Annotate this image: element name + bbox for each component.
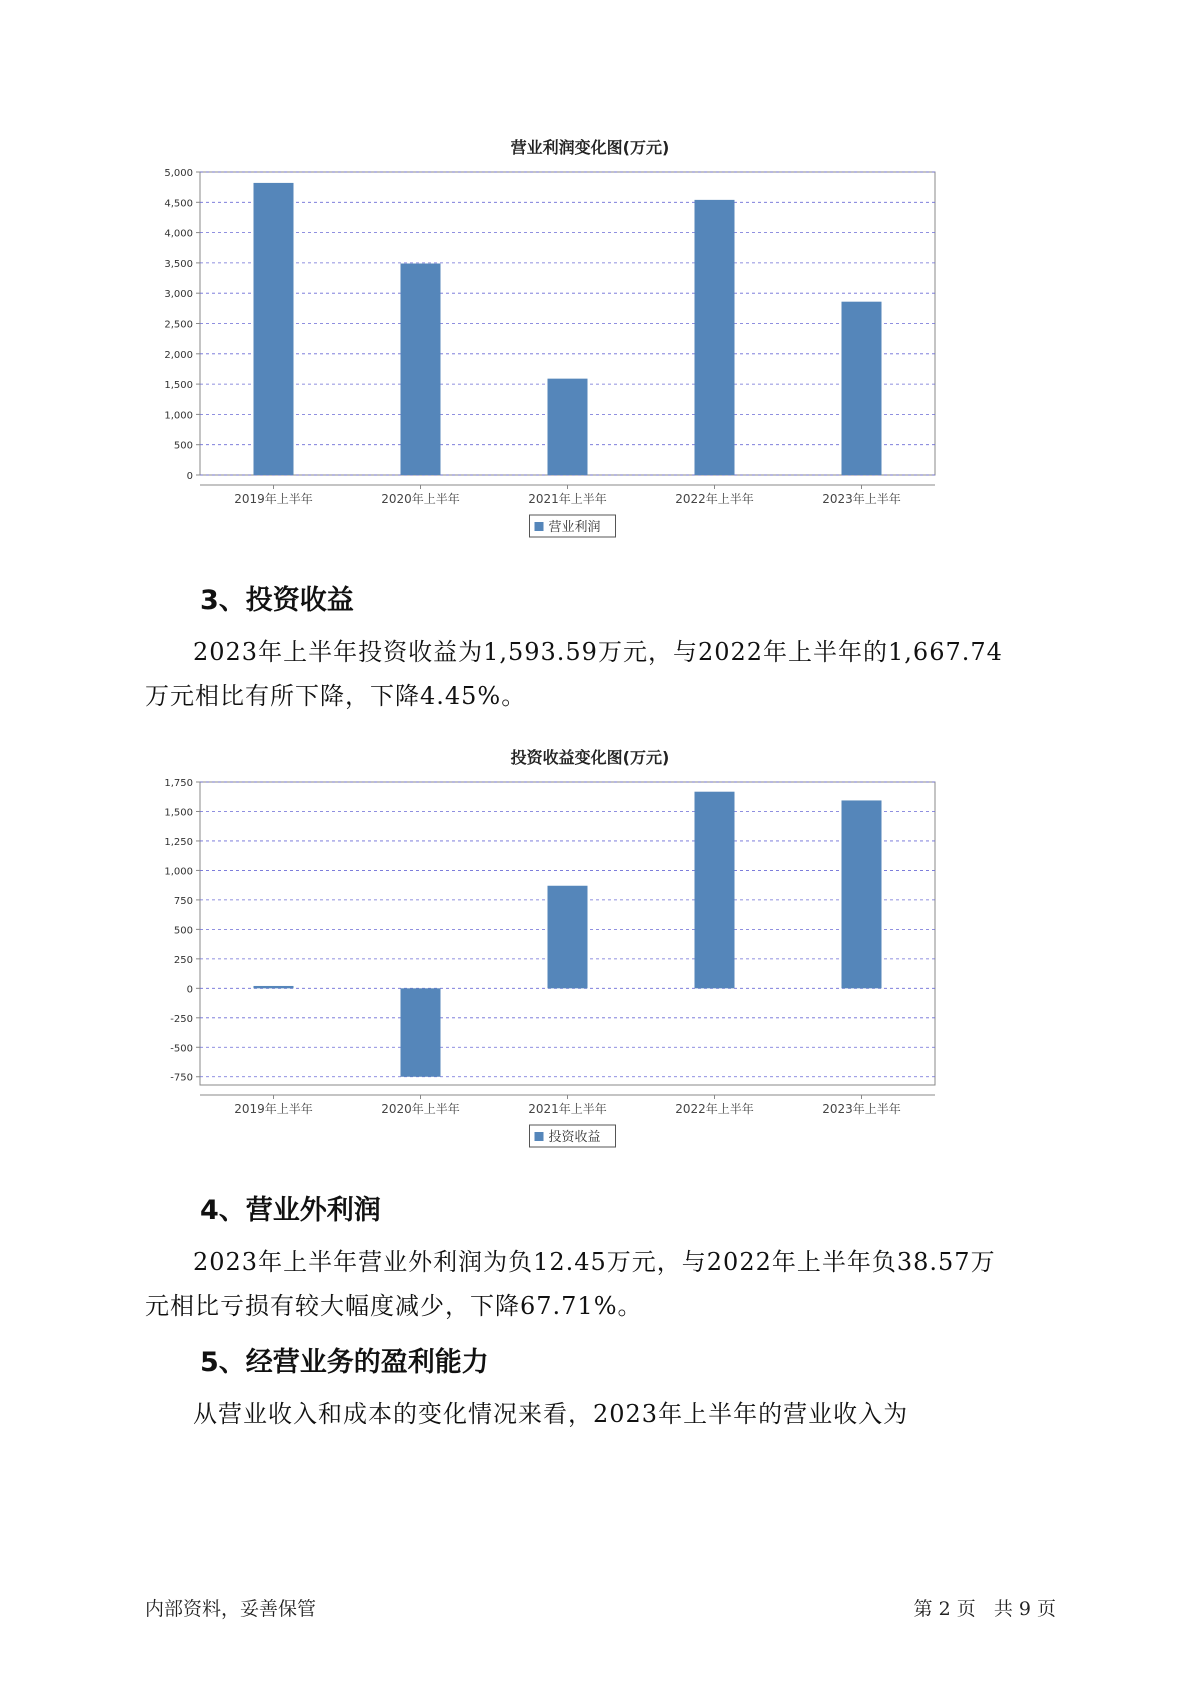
y-tick-label: 3,000 [164,289,193,301]
y-tick-label: 1,750 [164,778,193,789]
chart-plot [160,735,1020,1165]
bar-2022年上半年 [695,200,735,475]
x-tick-label: 2019年上半年 [234,1102,313,1116]
footer-page-number: 第 2 页 共 9 页 [913,1598,1056,1620]
chart-title: 投资收益变化图(万元) [510,748,670,767]
y-tick-label: -500 [170,1043,193,1055]
bar-2019年上半年 [254,183,294,475]
paragraph-line: 元相比亏损有较大幅度减少，下降67.71%。 [145,1292,643,1320]
y-tick-label: 4,000 [164,228,193,240]
section-paragraph [145,630,1045,718]
y-tick-label: -250 [170,1013,193,1025]
x-tick-label: 2023年上半年 [822,1102,901,1116]
x-tick-label: 2020年上半年 [381,1102,460,1116]
y-tick-label: 1,000 [164,410,193,422]
x-tick-label: 2021年上半年 [528,1102,607,1116]
y-tick-label: 0 [186,984,193,996]
x-tick-label: 2020年上半年 [381,492,460,506]
section-heading: 5、经营业务的盈利能力 [200,1347,489,1378]
y-tick-label: 1,250 [164,836,193,848]
y-tick-label: 2,500 [164,319,193,331]
bar-2023年上半年 [842,800,882,988]
chart-plot [160,125,1020,555]
bar-2022年上半年 [695,792,735,989]
y-tick-label: 4,500 [164,198,193,210]
y-tick-label: 5,000 [164,168,193,179]
y-tick-label: -750 [170,1072,193,1084]
section-heading: 3、投资收益 [200,585,354,616]
bar-2020年上半年 [401,264,441,475]
x-tick-label: 2022年上半年 [675,1102,754,1116]
y-tick-label: 1,500 [164,807,193,819]
y-tick-label: 1,000 [164,866,193,878]
legend-swatch [535,522,544,531]
legend [530,515,616,537]
x-tick-label: 2023年上半年 [822,492,901,506]
bar-2020年上半年 [401,988,441,1076]
investment-income-chart [160,735,1020,1165]
x-tick-label: 2019年上半年 [234,492,313,506]
chart-title: 营业利润变化图(万元) [510,138,670,157]
legend [530,1125,616,1147]
legend-swatch [535,1132,544,1141]
paragraph-line: 2023年上半年营业外利润为负12.45万元，与2022年上半年负38.57万 [193,1248,996,1276]
y-tick-label: 250 [173,954,193,966]
section-paragraph [145,1392,1045,1436]
bar-2021年上半年 [548,886,588,989]
operating-profit-chart [160,125,1020,555]
section-paragraph [145,1240,1045,1328]
bar-2023年上半年 [842,302,882,475]
bar-2021年上半年 [548,379,588,475]
y-tick-label: 500 [173,440,193,452]
y-tick-label: 3,500 [164,258,193,270]
paragraph-line: 万元相比有所下降，下降4.45%。 [145,682,527,710]
section-heading: 4、营业外利润 [200,1195,381,1226]
y-tick-label: 2,000 [164,349,193,361]
x-tick-label: 2021年上半年 [528,492,607,506]
legend-label: 投资收益 [548,1130,601,1145]
footer-confidential-note: 内部资料，妥善保管 [145,1598,317,1620]
y-tick-label: 750 [173,895,193,907]
y-tick-label: 1,500 [164,380,193,392]
paragraph-line: 从营业收入和成本的变化情况来看，2023年上半年的营业收入为 [193,1400,909,1428]
paragraph-line: 2023年上半年投资收益为1,593.59万元，与2022年上半年的1,667.74 [193,638,1003,666]
bar-2019年上半年 [254,986,294,988]
legend-label: 营业利润 [548,520,601,535]
y-tick-label: 0 [186,471,193,482]
y-tick-label: 500 [173,925,193,937]
x-tick-label: 2022年上半年 [675,492,754,506]
